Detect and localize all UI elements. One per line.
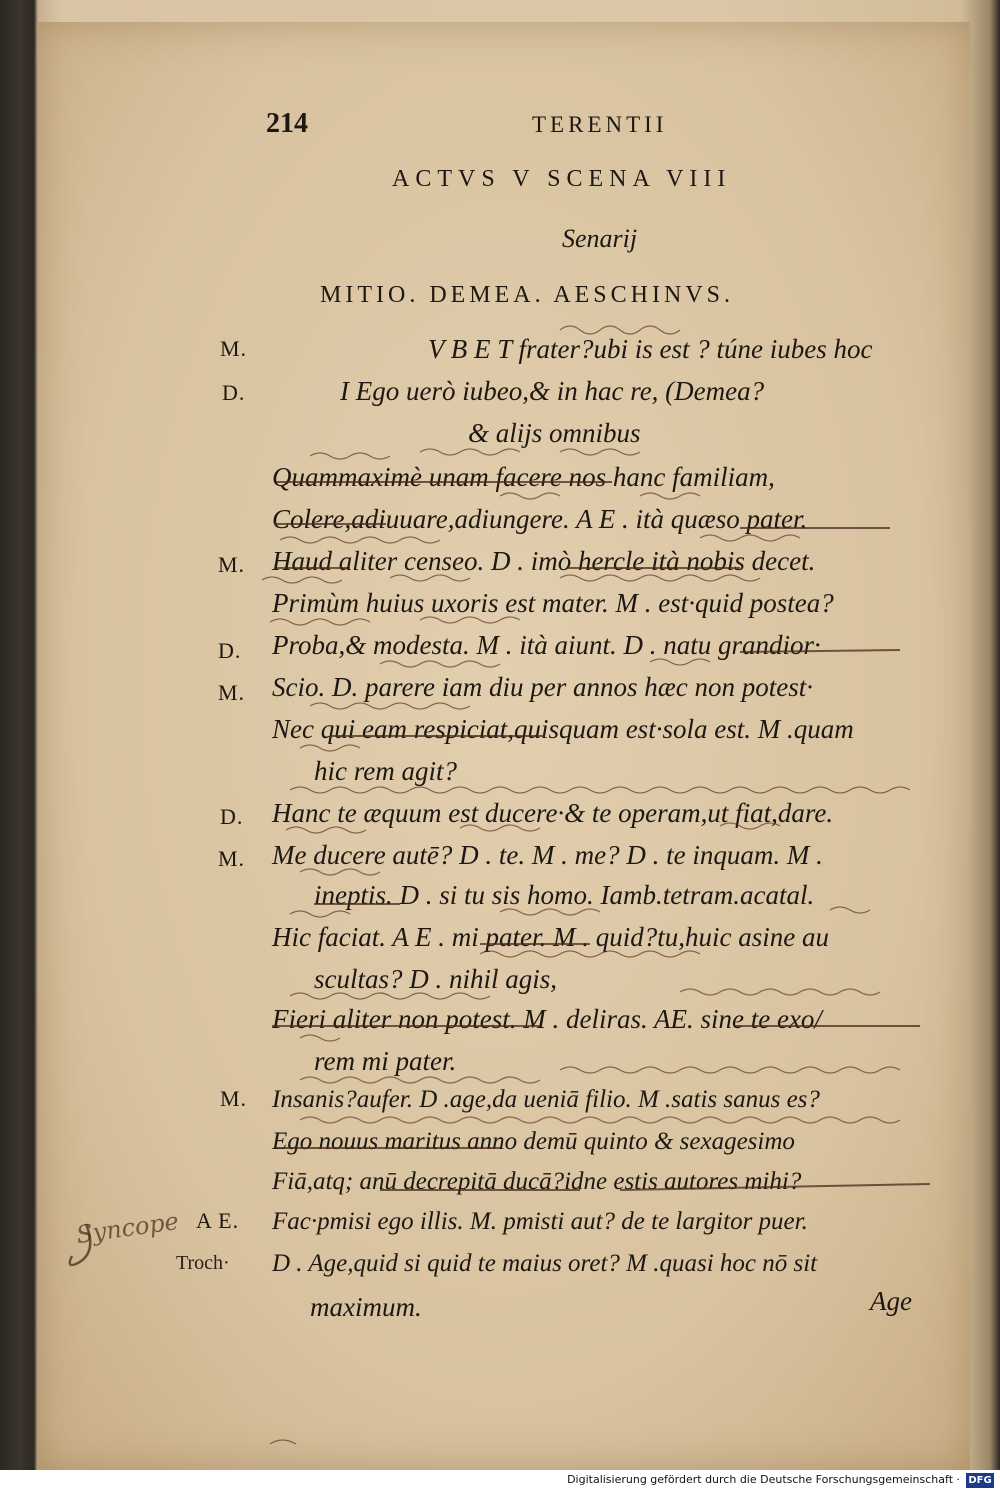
verse-line: Nec qui eam respiciat,quisquam est·sola est. M .quam [272, 714, 854, 744]
footer-credit: Digitalisierung gefördert durch die Deutsche Forschungsgemeinschaft · [567, 1473, 960, 1486]
verse-line: & alijs omnibus [468, 418, 641, 448]
catchword: Age [870, 1286, 912, 1316]
dfg-logo: DFG [966, 1473, 994, 1488]
verse-line: Insanis?aufer. D .age,da ueniā filio. M .satis sanus es? [272, 1086, 820, 1113]
running-title: TERENTII [532, 112, 668, 137]
page-number: 214 [266, 108, 308, 139]
footer-bar [0, 1470, 1000, 1492]
verse-line: hic rem agit? [314, 756, 457, 786]
verse-line: Hic faciat. A E . mi pater. M . quid?tu,huic asine au [272, 922, 829, 952]
verse-line: V B E T frater?ubi is est ? túne iubes hoc [428, 334, 873, 364]
act-title: ACTVS V SCENA VIII [392, 166, 732, 192]
verse-line: Fiā,atq; anū decrepitā ducā?idne estis autores mihi? [272, 1168, 802, 1195]
speaker-mark: A E. [196, 1208, 240, 1233]
verse-line: Primùm huius uxoris est mater. M . est·quid postea? [272, 588, 834, 618]
verse-line: Proba,& modesta. M . ità aiunt. D . natu grandior· [272, 630, 821, 660]
speaker-mark: D. [220, 804, 244, 829]
speaker-mark: M. [218, 846, 246, 871]
verse-line: Me ducere autē? D . te. M . me? D . te inquam. M . [272, 840, 823, 870]
speaker-mark: M. [218, 680, 246, 705]
verse-line: ineptis. D . si tu sis homo. Iamb.tetram.acatal. [314, 880, 815, 910]
speaker-mark: M. [220, 1086, 248, 1111]
verse-line: Hanc te æquum est ducere·& te operam,ut fiat,dare. [272, 798, 834, 828]
verse-line: Scio. D. parere iam diu per annos hæc non potest· [272, 672, 813, 702]
margin-note-trochaic: Troch· [176, 1252, 230, 1274]
speaker-mark: D. [218, 638, 242, 663]
verse-line: Fac·pmisi ego illis. M. pmisti aut? de te largitor puer. [272, 1208, 808, 1235]
verse-line: Ego nouus maritus anno demū quinto & sexagesimo [272, 1128, 795, 1155]
meter-label: Senarij [562, 224, 638, 253]
verse-line: maximum. [310, 1292, 422, 1322]
speaker-mark: M. [220, 336, 248, 361]
verse-line: scultas? D . nihil agis, [314, 964, 558, 994]
verse-line: Haud aliter censeo. D . imò hercle ità nobis decet. [272, 546, 816, 576]
speaker-mark: M. [218, 552, 246, 577]
verse-line: D . Age,quid si quid te maius oret? M .quasi hoc nō sit [272, 1250, 818, 1277]
personae: MITIO. DEMEA. AESCHINVS. [320, 282, 734, 308]
verse-line: rem mi pater. [314, 1046, 457, 1076]
verse-line: I Ego uerò iubeo,& in hac re, (Demea? [340, 376, 765, 406]
margin-note-syncope: Syncope [74, 1206, 181, 1250]
verse-line: Colere,adiuuare,adiungere. A E . ità quæso pater. [272, 504, 808, 534]
speaker-mark: D. [222, 380, 246, 405]
verse-line: Fieri aliter non potest. M . deliras. AE. sine te exo/ [272, 1004, 822, 1034]
verse-line: Quammaximè unam facere nos hanc familiam, [272, 462, 775, 492]
